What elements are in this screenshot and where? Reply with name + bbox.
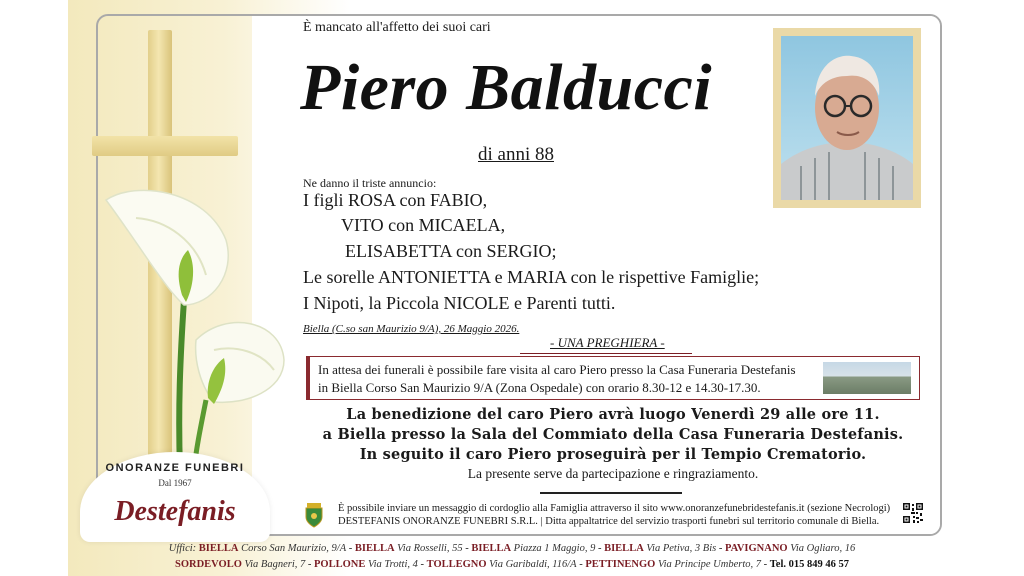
message-line-2: DESTEFANIS ONORANZE FUNEBRI S.R.L. | Ditta appaltatrice del servizio trasporti funebri sul territorio comunale di Biella. [338,516,880,527]
footer-city: BIELLA [604,543,644,554]
deceased-name: Piero Balducci [300,51,713,124]
announcement-intro: Ne danno il triste annuncio: [303,176,437,190]
qr-code-icon[interactable] [902,502,924,524]
service-line-2: a Biella presso la Sala del Commiato della Casa Funeraria Destefanis. [322,426,904,443]
footer-label: Uffici: [168,543,197,554]
company-logo [80,452,270,542]
notice-line-2: in Biella Corso San Maurizio 9/A (Zona Ospedale) con orario 8.30-12 e 14.30-17.30. [318,380,761,395]
message-line-1: È possibile inviare un messaggio di cordoglio alla Famiglia attraverso il sito www.onoranzefunebridestefanis.it (sezione Necrologi) [338,503,891,514]
family-line-2: VITO con MICAELA, [341,215,506,235]
deceased-age: di anni 88 [478,144,554,165]
place-date: Biella (C.so san Maurizio 9/A), 26 Maggio 2026. [303,323,520,335]
section-divider [540,492,682,494]
service-line-1: La benedizione del caro Piero avrà luogo Venerdì 29 alle ore 11. [346,406,880,423]
logo-since: Dal 1967 [158,478,192,488]
footer-phone: Tel. 015 849 46 57 [769,559,850,570]
footer-address: Corso San Maurizio, 9/A [241,543,347,554]
family-line-5: I Nipoti, la Piccola NICOLE e Parenti tutti. [303,293,616,313]
footer-address: Via Rosselli, 55 [397,543,463,554]
municipal-crest-icon [302,502,326,528]
footer-city: PETTINENGO [585,559,656,570]
footer-row-2: SORDEVOLO Via Bagneri, 7 - POLLONE Via Trotti, 4 - TOLLEGNO Via Garibaldi, 116/A - PETTINENGO Via Principe Umberto, 7 - Tel. 015 849 46 57 [174,559,850,570]
condolence-message [338,502,890,528]
family-line-1: I figli ROSA con FABIO, [303,190,488,210]
footer-city: PAVIGNANO [724,543,788,554]
notice-text [318,361,818,397]
footer-city: SORDEVOLO [174,559,242,570]
footer-city: POLLONE [314,559,366,570]
family-line-3: ELISABETTA con SERGIO; [345,241,557,261]
logo-name: Destefanis [114,496,236,527]
footer-city: TOLLEGNO [426,559,487,570]
notice-line-1: In attesa dei funerali è possibile fare visita al caro Piero presso la Casa Funeraria Destefanis [318,362,796,377]
funeral-home-photo [823,362,911,394]
prayer-divider [520,353,692,354]
footer-address: Piazza 1 Maggio, 9 [513,543,596,554]
portrait-icon [781,36,913,200]
footer-address: Via Principe Umberto, 7 [657,559,762,570]
footer-address: Via Bagneri, 7 [244,559,306,570]
footer-address: Via Trotti, 4 [367,559,418,570]
footer-address: Via Garibaldi, 116/A [489,559,577,570]
family-line-4: Le sorelle ANTONIETTA e MARIA con le rispettive Famiglie; [303,267,760,287]
footer-city: BIELLA [354,543,395,554]
footer-city: BIELLA [471,543,512,554]
intro-text: È mancato all'affetto dei suoi cari [303,20,491,35]
deceased-photo [781,36,913,200]
service-line-4: La presente serve da partecipazione e ringraziamento. [467,466,759,481]
calla-lily-icon [96,180,296,480]
logo-top-text: ONORANZE FUNEBRI [105,462,245,474]
service-line-3: In seguito il caro Piero proseguirà per il Tempio Crematorio. [359,446,867,463]
cross-horizontal [92,136,238,156]
visitation-notice [306,356,920,400]
footer-address: Via Petiva, 3 Bis [646,543,717,554]
footer-address: Via Ogliaro, 16 [790,543,856,554]
footer-city: BIELLA [198,543,239,554]
prayer-link[interactable]: - UNA PREGHIERA - [550,335,665,350]
footer-row-1: Uffici: BIELLA Corso San Maurizio, 9/A - BIELLA Via Rosselli, 55 - BIELLA Piazza 1 Maggio, 9 - BIELLA Via Petiva, 3 Bis - PAVIGNANO Via Ogliaro, 16 [168,543,856,554]
